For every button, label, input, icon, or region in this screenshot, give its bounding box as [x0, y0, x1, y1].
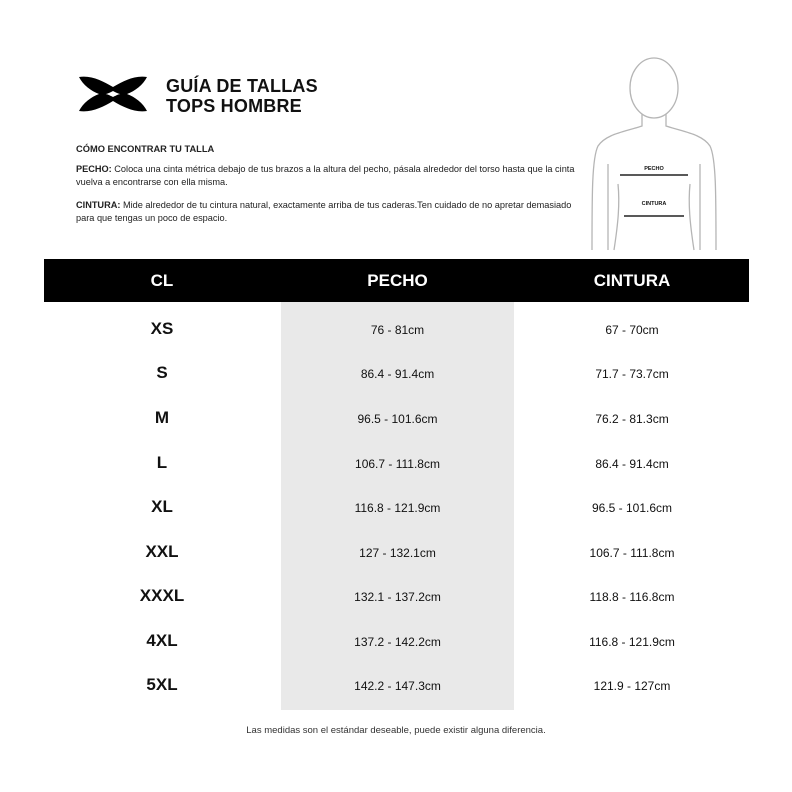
size-cell: L [156, 453, 168, 472]
table-row [0, 394, 792, 438]
header-cl: CL [150, 270, 174, 290]
size-cell: XXL [145, 542, 179, 561]
cintura-cell: 71.7 - 73.7cm [595, 367, 669, 381]
pecho-instruction-label: PECHO: [76, 164, 112, 175]
pecho-cell: 137.2 - 142.2cm [354, 635, 441, 649]
cintura-instruction-text: Mide alrededor de tu cintura natural, exactamente arriba de tus caderas.Ten cuidado de no apretar demasiado para que tengas un poco de espacio. [76, 199, 572, 223]
cintura-cell: 121.9 - 127cm [593, 679, 671, 693]
pecho-cell: 132.1 - 137.2cm [354, 590, 441, 604]
cintura-cell: 96.5 - 101.6cm [591, 501, 673, 515]
cintura-cell: 118.8 - 116.8cm [589, 590, 675, 604]
cintura-cell: 106.7 - 111.8cm [589, 546, 675, 560]
size-cell: 5XL [146, 675, 178, 694]
pecho-cell: 76 - 81cm [370, 323, 425, 337]
size-cell: S [156, 363, 168, 382]
cintura-cell: 76.2 - 81.3cm [595, 412, 669, 426]
pecho-instruction [76, 163, 576, 189]
page-title [166, 76, 318, 116]
instructions [76, 143, 576, 234]
cintura-instruction-label: CINTURA: [76, 199, 121, 210]
cintura-cell: 86.4 - 91.4cm [595, 457, 669, 471]
cintura-cell: 67 - 70cm [605, 323, 659, 337]
cintura-cell: 116.8 - 121.9cm [589, 635, 675, 649]
size-cell: XL [151, 497, 173, 516]
pecho-cell: 86.4 - 91.4cm [360, 367, 435, 381]
size-cell: XXXL [139, 586, 185, 605]
pecho-cell: 127 - 132.1cm [359, 546, 436, 560]
footnote: Las medidas son el estándar deseable, puede existir alguna diferencia. [246, 725, 546, 736]
table-row [0, 572, 792, 616]
table-row [0, 305, 792, 349]
size-cell: M [154, 408, 170, 427]
header-cintura: CINTURA [593, 270, 671, 290]
table-row [0, 528, 792, 572]
under-armour-logo-icon [77, 73, 149, 115]
pecho-instruction-text: Coloca una cinta métrica debajo de tus brazos a la altura del pecho, pásala alrededor del torso hasta que la cinta vuelva a encontrarse con ella misma. [76, 164, 575, 188]
pecho-cell: 116.8 - 121.9cm [354, 501, 441, 515]
cintura-instruction [76, 199, 576, 225]
size-cell: XS [150, 319, 174, 338]
table-row [0, 661, 792, 705]
title-line-1: GUÍA DE TALLAS [166, 76, 318, 96]
table-row [0, 483, 792, 527]
size-cell: 4XL [146, 631, 178, 650]
table-header [44, 259, 749, 302]
header-pecho: PECHO [367, 270, 428, 290]
figure-pecho-label: PECHO [644, 166, 664, 172]
table-row [0, 617, 792, 661]
body-measurement-figure-icon [584, 54, 724, 254]
instructions-heading: CÓMO ENCONTRAR TU TALLA [76, 144, 215, 154]
pecho-cell: 106.7 - 111.8cm [355, 457, 440, 471]
title-line-2: TOPS HOMBRE [166, 96, 302, 116]
pecho-cell: 142.2 - 147.3cm [354, 679, 441, 693]
table-row [0, 349, 792, 393]
table-row [0, 439, 792, 483]
figure-cintura-label: CINTURA [641, 201, 667, 207]
pecho-cell: 96.5 - 101.6cm [357, 412, 438, 426]
